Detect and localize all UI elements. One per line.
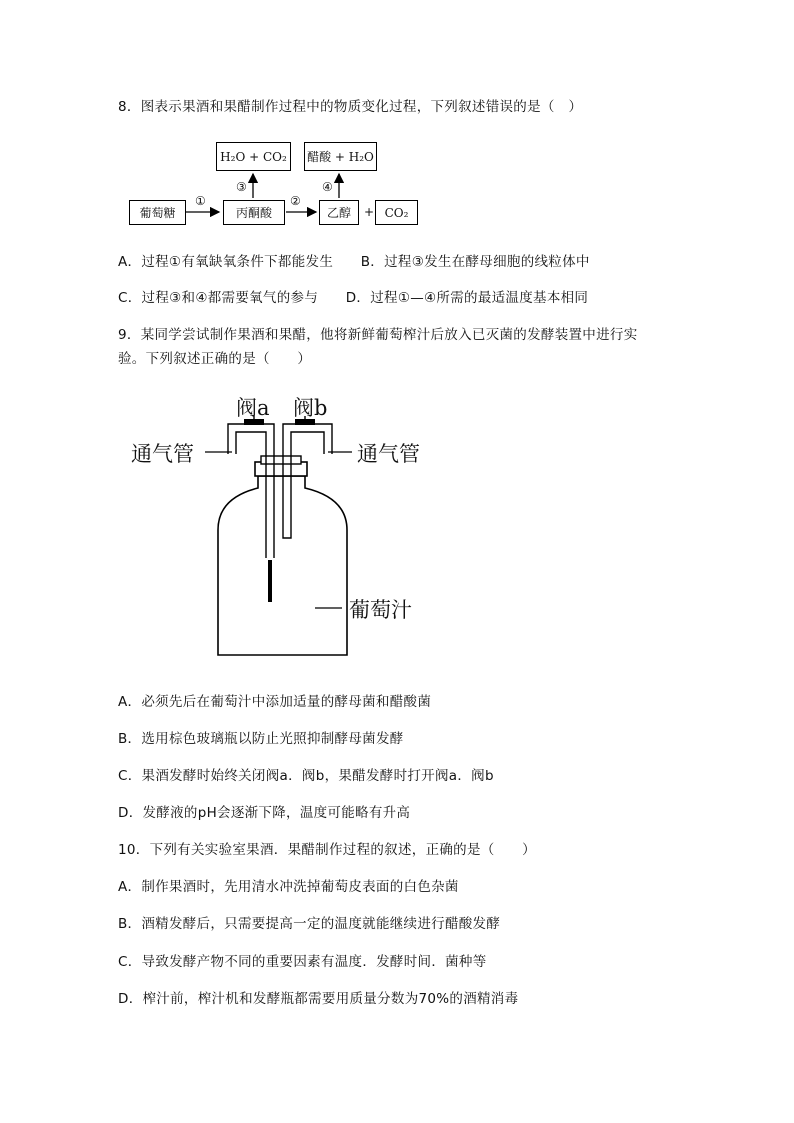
q10-stem: 10．下列有关实验室果酒．果醋制作过程的叙述，正确的是（ ） xyxy=(118,842,536,858)
box-pyruvate: 丙酮酸 xyxy=(223,200,285,225)
q10-option-d: D．榨汁前，榨汁机和发酵瓶都需要用质量分数为70%的酒精消毒 xyxy=(118,991,519,1007)
q8-options-row2: C．过程③和④都需要氧气的参与 D．过程①—④所需的最适温度基本相同 xyxy=(118,290,589,306)
box-ethanol: 乙醇 xyxy=(319,200,359,225)
vent-pipe-left-label: 通气管 xyxy=(131,442,194,466)
q9-option-a: A．必须先后在葡萄汁中添加适量的酵母菌和醋酸菌 xyxy=(118,694,432,710)
vent-pipe-right-label: 通气管 xyxy=(357,442,420,466)
step-2-label: ② xyxy=(290,194,301,208)
q10-option-b: B．酒精发酵后，只需要提高一定的温度就能继续进行醋酸发酵 xyxy=(118,916,501,932)
box-glucose: 葡萄糖 xyxy=(129,200,186,225)
q9-option-c: C．果酒发酵时始终关闭阀a．阀b，果醋发酵时打开阀a．阀b xyxy=(118,768,494,784)
q9-option-d: D．发酵液的pH会逐渐下降，温度可能略有升高 xyxy=(118,805,411,821)
box-co2: CO₂ xyxy=(375,200,418,225)
q9-stem-line1: 9．某同学尝试制作果酒和果醋，他将新鲜葡萄榨汁后放入已灭菌的发酵装置中进行实 xyxy=(118,327,638,343)
valve-b-label: 阀b xyxy=(293,396,328,420)
q8-options-row1: A．过程①有氧缺氧条件下都能发生 B．过程③发生在酵母细胞的线粒体中 xyxy=(118,254,590,270)
step-1-label: ① xyxy=(195,194,206,208)
q8-stem: 8．图表示果酒和果醋制作过程中的物质变化过程，下列叙述错误的是（ ） xyxy=(118,99,583,115)
valve-a-label: 阀a xyxy=(236,396,270,420)
q10-option-a: A．制作果酒时，先用清水冲洗掉葡萄皮表面的白色杂菌 xyxy=(118,879,459,895)
plus-sign: + xyxy=(364,205,375,219)
q9-stem-line2: 验。下列叙述正确的是（ ） xyxy=(118,351,312,367)
q10-option-c: C．导致发酵产物不同的重要因素有温度．发酵时间．菌种等 xyxy=(118,954,487,970)
step-4-label: ④ xyxy=(322,180,333,194)
step-3-label: ③ xyxy=(236,180,247,194)
apparatus-drawing xyxy=(0,380,794,680)
box-h2o-co2: H₂O + CO₂ xyxy=(216,142,291,171)
box-acetic-h2o: 醋酸 + H₂O xyxy=(304,142,377,171)
q9-option-b: B．选用棕色玻璃瓶以防止光照抑制酵母菌发酵 xyxy=(118,731,404,747)
grape-juice-label: 葡萄汁 xyxy=(349,598,412,622)
